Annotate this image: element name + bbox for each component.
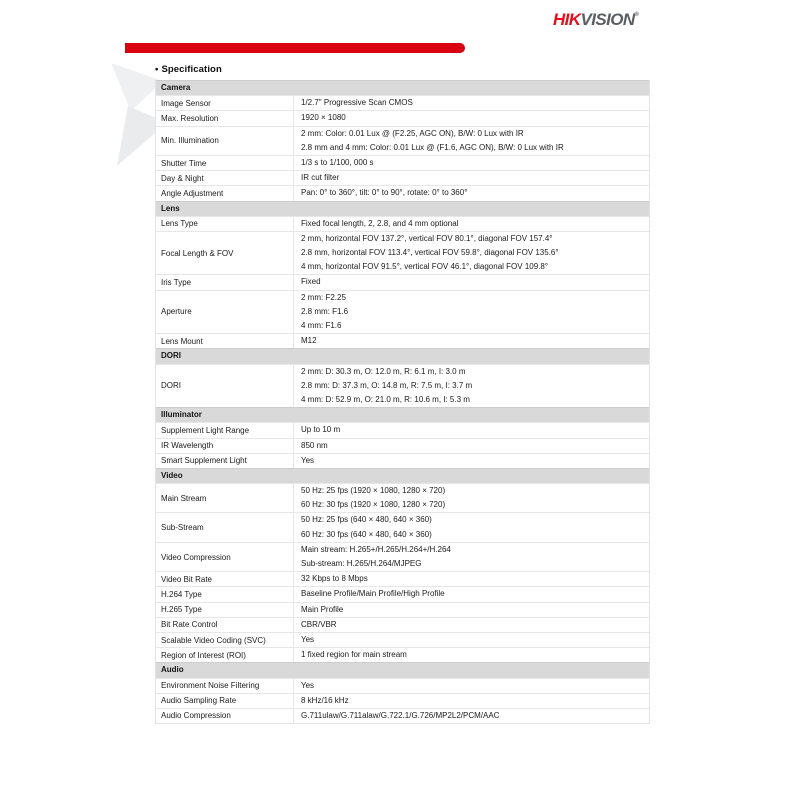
spec-value xyxy=(294,618,649,632)
spec-label: Max. Resolution xyxy=(156,111,294,125)
spec-row xyxy=(156,647,649,662)
spec-row xyxy=(156,678,649,693)
spec-value xyxy=(294,709,649,723)
spec-value xyxy=(294,171,649,185)
spec-row xyxy=(156,586,649,601)
spec-value xyxy=(294,217,649,231)
spec-value xyxy=(294,633,649,647)
section-header-dori: DORI xyxy=(156,348,649,363)
spec-value-line: Main Profile xyxy=(301,604,344,614)
spec-label: Environment Noise Filtering xyxy=(156,679,294,693)
hikvision-logo xyxy=(553,10,639,30)
spec-row xyxy=(156,155,649,170)
spec-value-line: Fixed focal length, 2, 2.8, and 4 mm optional xyxy=(301,218,459,228)
spec-value xyxy=(294,156,649,170)
spec-row xyxy=(156,333,649,348)
spec-value xyxy=(294,439,649,453)
spec-value xyxy=(294,111,649,125)
spec-value xyxy=(294,484,649,512)
section-header-video: Video xyxy=(156,468,649,483)
spec-label: Lens Type xyxy=(156,217,294,231)
spec-value xyxy=(294,648,649,662)
spec-value-line: 4 mm: F1.6 xyxy=(301,321,342,330)
spec-row xyxy=(156,542,649,571)
spec-value-line: 1 fixed region for main stream xyxy=(301,650,407,660)
spec-row xyxy=(156,632,649,647)
spec-label: H.264 Type xyxy=(156,587,294,601)
spec-label: H.265 Type xyxy=(156,603,294,617)
spec-label: Video Bit Rate xyxy=(156,572,294,586)
spec-value xyxy=(294,186,649,200)
spec-value-line: 8 kHz/16 kHz xyxy=(301,695,349,705)
spec-value-line: Sub-stream: H.265/H.264/MJPEG xyxy=(301,559,422,568)
spec-row xyxy=(156,95,649,110)
spec-value xyxy=(294,543,649,571)
spec-value-line: 2 mm: D: 30.3 m, O: 12.0 m, R: 6.1 m, I: 3.0 m xyxy=(301,366,466,376)
spec-value-line: Baseline Profile/Main Profile/High Profile xyxy=(301,589,445,599)
spec-label: Main Stream xyxy=(156,484,294,512)
spec-row xyxy=(156,364,649,408)
spec-row xyxy=(156,512,649,541)
spec-label: Angle Adjustment xyxy=(156,186,294,200)
spec-value-line: Yes xyxy=(301,455,315,465)
spec-row xyxy=(156,483,649,512)
spec-row xyxy=(156,274,649,289)
section-header-lens: Lens xyxy=(156,201,649,216)
spec-label: Supplement Light Range xyxy=(156,423,294,437)
spec-label: Scalable Video Coding (SVC) xyxy=(156,633,294,647)
spec-value xyxy=(294,423,649,437)
spec-label: Lens Mount xyxy=(156,334,294,348)
spec-value-line: 1/2.7" Progressive Scan CMOS xyxy=(301,98,413,108)
spec-value-line: 2 mm: F2.25 xyxy=(301,292,346,302)
section-header-audio: Audio xyxy=(156,662,649,677)
spec-label: Min. Illumination xyxy=(156,127,294,155)
spec-value xyxy=(294,232,649,275)
spec-value xyxy=(294,365,649,408)
spec-value-line: Pan: 0° to 360°, tilt: 0° to 90°, rotate: 0° to 360° xyxy=(301,188,468,198)
spec-row xyxy=(156,438,649,453)
spec-label: Iris Type xyxy=(156,275,294,289)
logo-hik-text: HIK xyxy=(553,10,581,29)
spec-value xyxy=(294,513,649,541)
section-header-camera: Camera xyxy=(156,80,649,95)
spec-row xyxy=(156,290,649,334)
spec-label: Audio Compression xyxy=(156,709,294,723)
spec-value-line: 2.8 mm, horizontal FOV 113.4°, vertical FOV 59.8°, diagonal FOV 135.6° xyxy=(301,248,559,258)
spec-row xyxy=(156,602,649,617)
spec-value-line: Up to 10 m xyxy=(301,425,341,435)
spec-value xyxy=(294,454,649,468)
spec-label: DORI xyxy=(156,365,294,408)
spec-row xyxy=(156,453,649,468)
registered-mark-icon: ® xyxy=(634,12,639,18)
spec-label: Aperture xyxy=(156,291,294,334)
spec-value-line: 850 nm xyxy=(301,440,328,450)
spec-value-line: Yes xyxy=(301,680,315,690)
spec-label: Audio Sampling Rate xyxy=(156,694,294,708)
spec-label: Smart Supplement Light xyxy=(156,454,294,468)
spec-label: Region of Interest (ROI) xyxy=(156,648,294,662)
spec-row xyxy=(156,571,649,586)
spec-label: Image Sensor xyxy=(156,96,294,110)
spec-value-line: 4 mm: D: 52.9 m, O: 21.0 m, R: 10.6 m, I: 5.3 m xyxy=(301,394,470,404)
spec-value xyxy=(294,275,649,289)
spec-value-line: M12 xyxy=(301,336,317,346)
spec-value xyxy=(294,603,649,617)
red-accent-bar xyxy=(125,43,465,53)
spec-value-line: IR cut filter xyxy=(301,173,340,183)
spec-value-line: 2.8 mm: D: 37.3 m, O: 14.8 m, R: 7.5 m, I: 3.7 m xyxy=(301,380,473,390)
spec-row xyxy=(156,708,649,723)
spec-row xyxy=(156,185,649,200)
spec-label: Video Compression xyxy=(156,543,294,571)
spec-row xyxy=(156,170,649,185)
spec-value xyxy=(294,694,649,708)
spec-row xyxy=(156,110,649,125)
spec-value-line: 32 Kbps to 8 Mbps xyxy=(301,574,368,584)
spec-value xyxy=(294,334,649,348)
spec-value-line: Fixed xyxy=(301,277,321,287)
bullet-icon: • xyxy=(155,64,159,75)
spec-value-line: 2.8 mm: F1.6 xyxy=(301,306,349,316)
spec-value-line: 60 Hz: 30 fps (640 × 480, 640 × 360) xyxy=(301,529,432,539)
spec-row xyxy=(156,617,649,632)
page-title xyxy=(155,64,650,76)
page-title-text: Specification xyxy=(161,64,222,75)
spec-table xyxy=(155,80,650,724)
spec-row xyxy=(156,216,649,231)
section-header-illuminator: Illuminator xyxy=(156,407,649,422)
spec-value-line: 2 mm: Color: 0.01 Lux @ (F2.25, AGC ON), B/W: 0 Lux with IR xyxy=(301,128,524,138)
spec-row xyxy=(156,231,649,275)
spec-label: Day & Night xyxy=(156,171,294,185)
spec-row xyxy=(156,693,649,708)
spec-value xyxy=(294,572,649,586)
spec-label: Shutter Time xyxy=(156,156,294,170)
spec-value-line: 1/3 s to 1/100, 000 s xyxy=(301,157,374,167)
spec-value-line: CBR/VBR xyxy=(301,619,337,629)
spec-value xyxy=(294,291,649,334)
spec-value-line: 1920 × 1080 xyxy=(301,113,346,123)
logo-vision-text: VISION xyxy=(580,10,635,29)
spec-value-line: 50 Hz: 25 fps (640 × 480, 640 × 360) xyxy=(301,515,432,525)
spec-label: Bit Rate Control xyxy=(156,618,294,632)
spec-value-line: Yes xyxy=(301,634,315,644)
spec-row xyxy=(156,126,649,155)
spec-section xyxy=(155,64,650,724)
spec-value xyxy=(294,96,649,110)
spec-value xyxy=(294,679,649,693)
spec-value xyxy=(294,127,649,155)
spec-value-line: 50 Hz: 25 fps (1920 × 1080, 1280 × 720) xyxy=(301,486,446,496)
spec-label: Focal Length & FOV xyxy=(156,232,294,275)
spec-value-line: 4 mm, horizontal FOV 91.5°, vertical FOV 46.1°, diagonal FOV 109.8° xyxy=(301,262,549,272)
spec-value-line: Main stream: H.265+/H.265/H.264+/H.264 xyxy=(301,544,451,554)
spec-value xyxy=(294,587,649,601)
spec-value-line: 2.8 mm and 4 mm: Color: 0.01 Lux @ (F1.6, AGC ON), B/W: 0 Lux with IR xyxy=(301,142,564,152)
spec-label: IR Wavelength xyxy=(156,439,294,453)
spec-value-line: G.711ulaw/G.711alaw/G.722.1/G.726/MP2L2/PCM/AAC xyxy=(301,710,500,720)
spec-value-line: 60 Hz: 30 fps (1920 × 1080, 1280 × 720) xyxy=(301,500,446,510)
spec-row xyxy=(156,422,649,437)
spec-label: Sub-Stream xyxy=(156,513,294,541)
spec-value-line: 2 mm, horizontal FOV 137.2°, vertical FOV 80.1°, diagonal FOV 157.4° xyxy=(301,233,553,243)
